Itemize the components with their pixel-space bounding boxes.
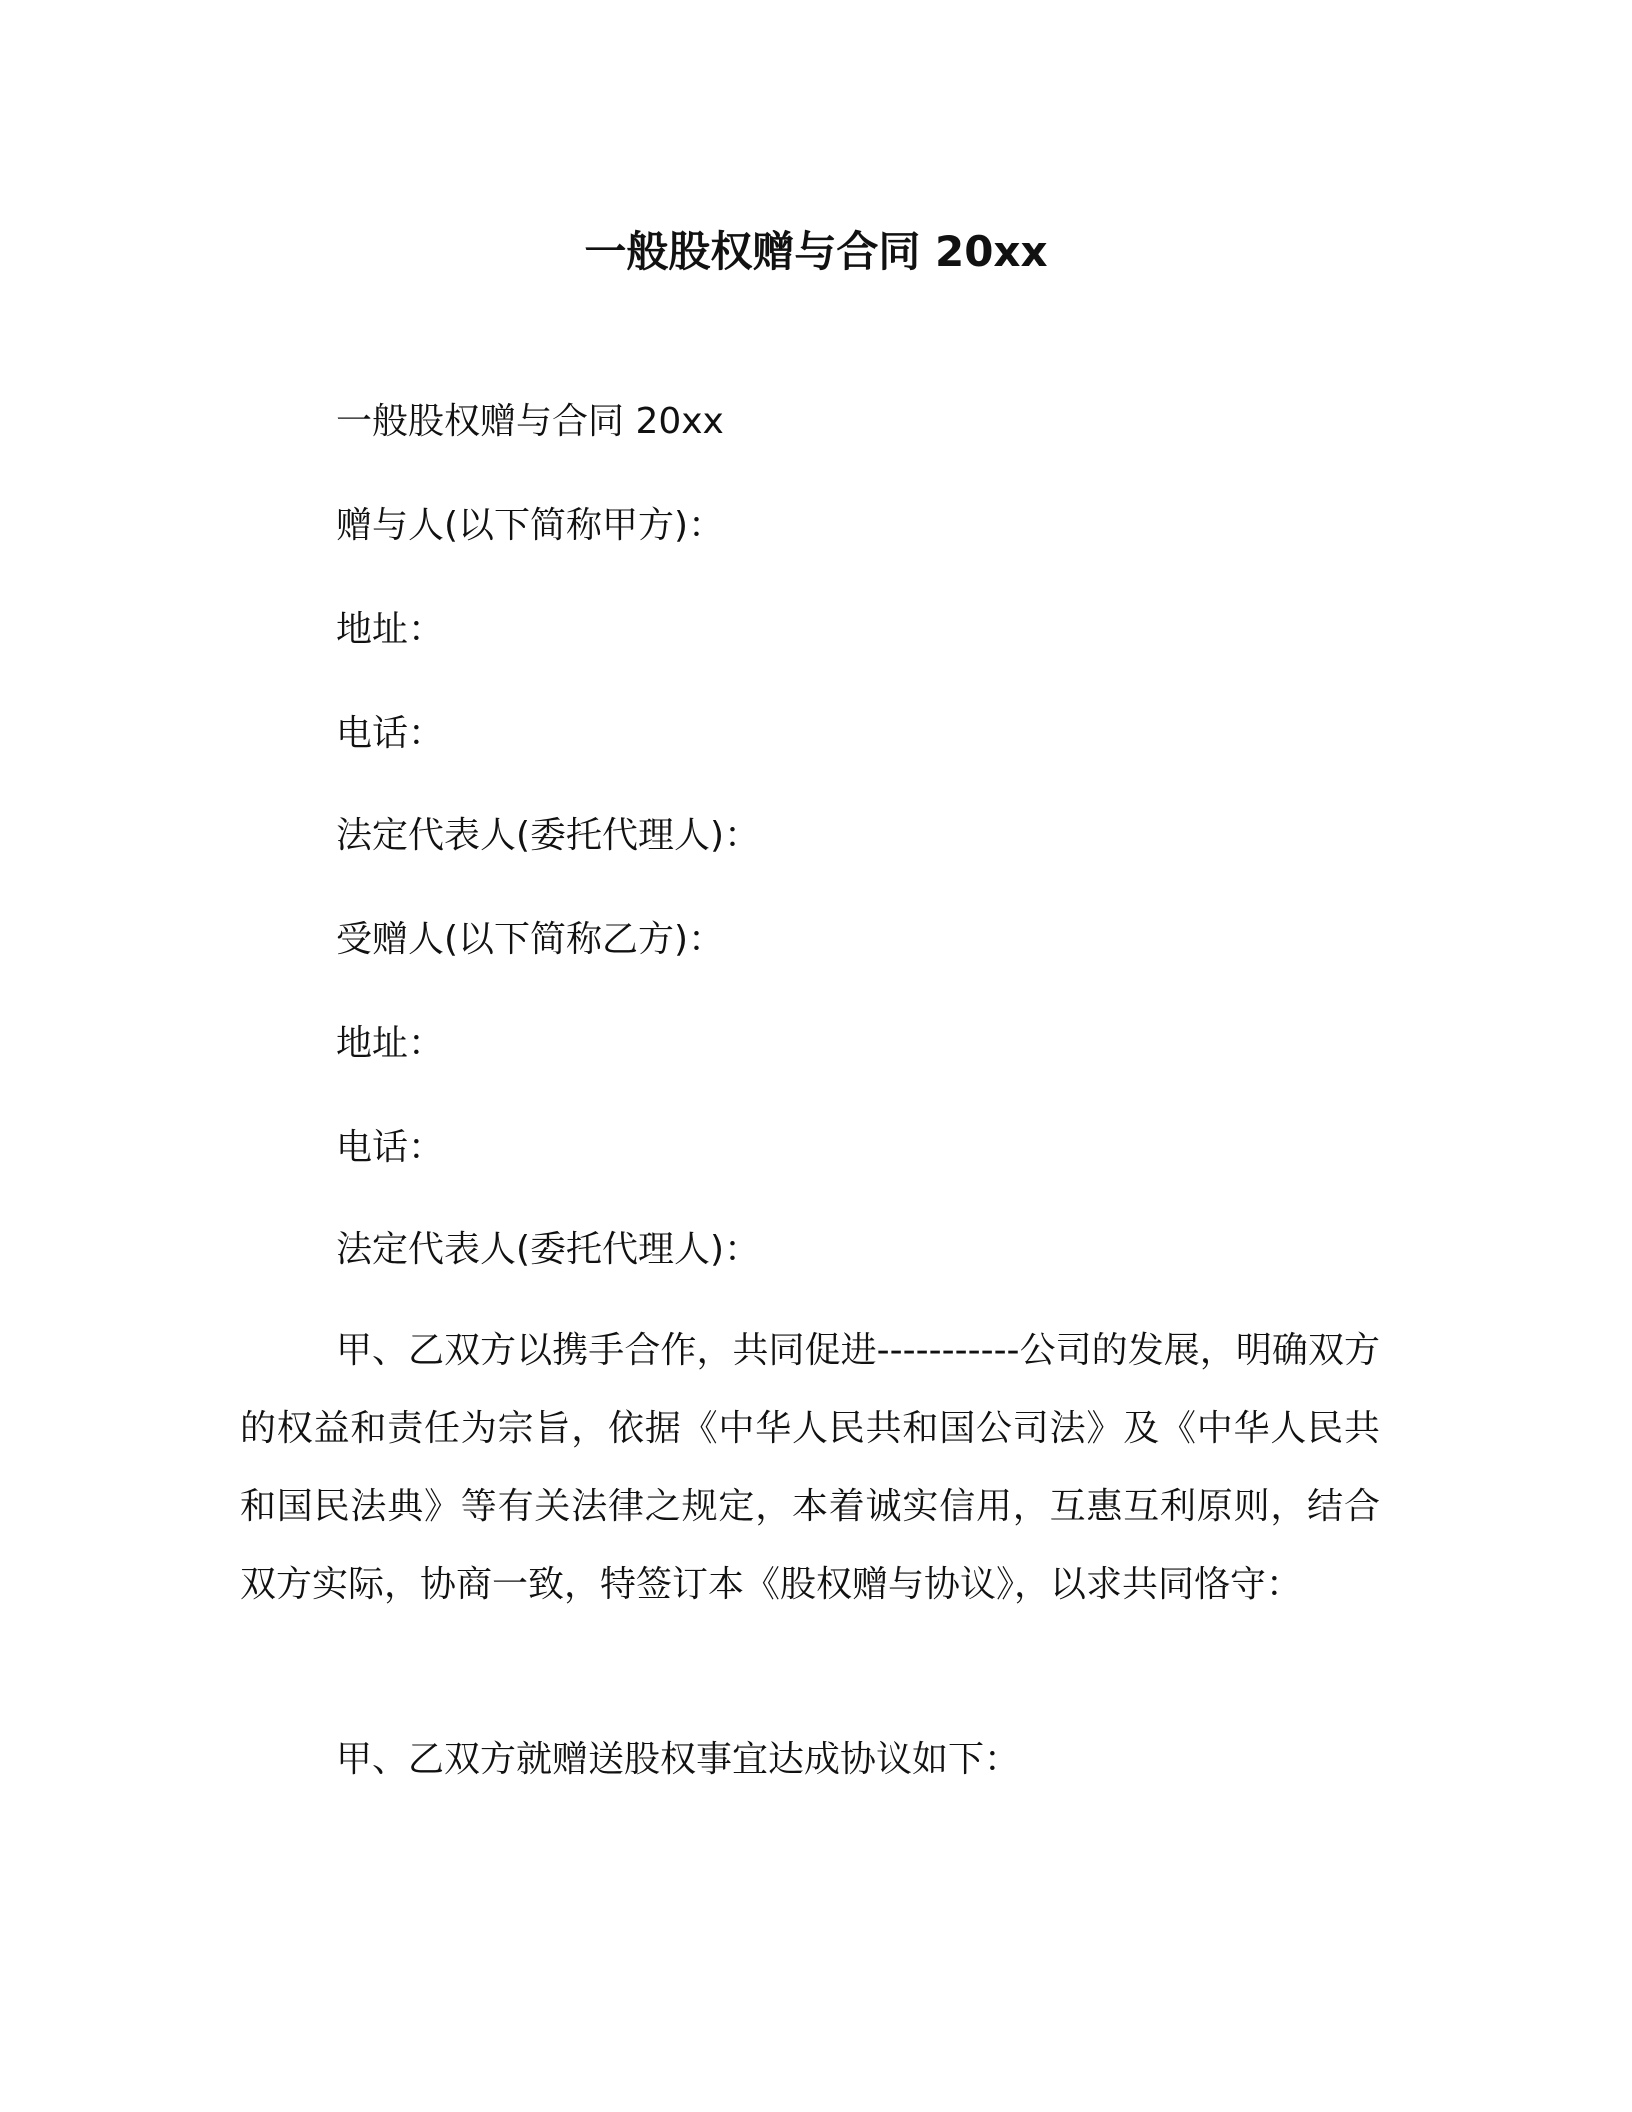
donee-address-label: 地址： bbox=[336, 1023, 445, 1064]
document-subtitle: 一般股权赠与合同 20xx bbox=[336, 401, 724, 442]
donor-representative-label: 法定代表人(委托代理人)： bbox=[336, 815, 761, 856]
donor-heading: 赠与人(以下简称甲方)： bbox=[336, 505, 725, 546]
donor-phone-label: 电话： bbox=[336, 713, 445, 754]
donee-phone-label: 电话： bbox=[336, 1127, 445, 1168]
preamble-paragraph: 甲、乙双方以携手合作，共同促进-----------公司的发展，明确双方的权益和责任为宗旨，依据《中华人民共和国公司法》及《中华人民共和国民法典》等有关法律之规定，本着诚实信用，互惠互利原则，结合双方实际，协商一致，特签订本《股权赠与协议》，以求共同恪守： bbox=[240, 1330, 1380, 1605]
donee-representative-label: 法定代表人(委托代理人)： bbox=[336, 1229, 761, 1270]
document-title: 一般股权赠与合同 20xx bbox=[584, 227, 1048, 276]
donor-address-label: 地址： bbox=[336, 609, 445, 650]
donee-heading: 受赠人(以下简称乙方)： bbox=[336, 919, 725, 960]
agreement-intro: 甲、乙双方就赠送股权事宜达成协议如下： bbox=[336, 1739, 1021, 1780]
